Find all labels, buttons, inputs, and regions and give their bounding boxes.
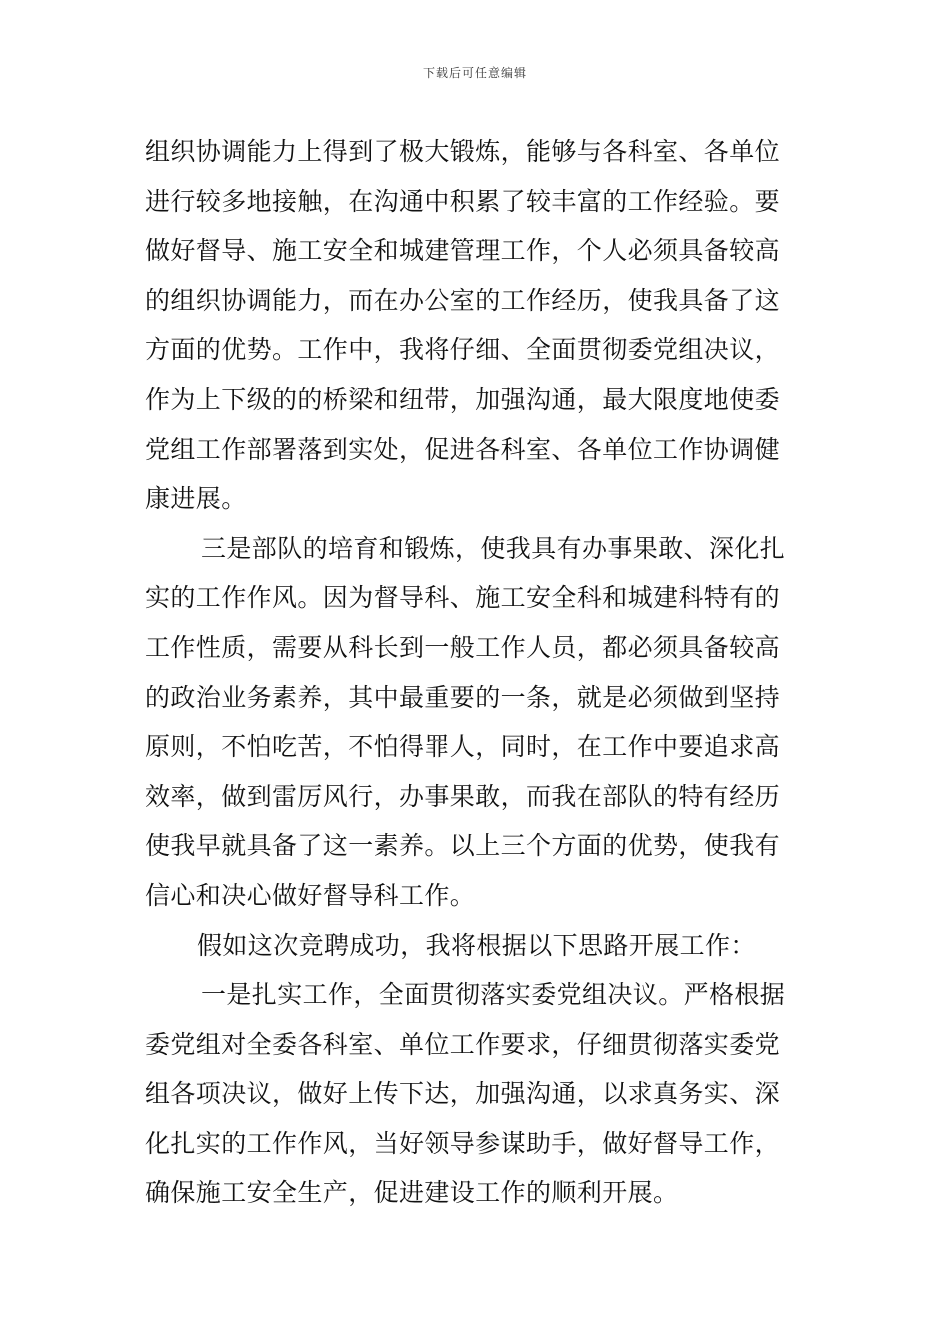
text-line: 康进展。 bbox=[145, 484, 247, 514]
text-line: 实的工作作风。因为督导科、施工安全科和城建科特有的 bbox=[145, 583, 781, 613]
text-line: 组织协调能力上得到了极大锻炼，能够与各科室、各单位 bbox=[145, 137, 781, 166]
text-line: 确保施工安全生产，促进建设工作的顺利开展。 bbox=[145, 1178, 679, 1208]
text-line: 使我早就具备了这一素养。以上三个方面的优势，使我有 bbox=[145, 831, 781, 861]
text-line: 委党组对全委各科室、单位工作要求，仔细贯彻落实委党 bbox=[145, 1029, 781, 1059]
text-line: 组各项决议，做好上传下达，加强沟通，以求真务实、深 bbox=[145, 1079, 781, 1109]
text-line: 效率，做到雷厉风行，办事果敢，而我在部队的特有经历 bbox=[145, 781, 781, 811]
text-line: 的政治业务素养，其中最重要的一条，就是必须做到坚持 bbox=[145, 682, 781, 712]
text-line: 的组织协调能力，而在办公室的工作经历，使我具备了这 bbox=[145, 285, 781, 315]
text-line: 党组工作部署落到实处，促进各科室、各单位工作协调健 bbox=[145, 434, 781, 464]
text-line: 信心和决心做好督导科工作。 bbox=[145, 880, 476, 910]
text-line: 做好督导、施工安全和城建管理工作，个人必须具备较高 bbox=[145, 236, 781, 266]
page-header-note: 下载后可任意编辑 bbox=[422, 66, 527, 80]
document-body bbox=[145, 127, 815, 1218]
paragraph-start-line: 假如这次竞聘成功，我将根据以下思路开展工作： bbox=[197, 930, 756, 960]
paragraph-start-line: 一是扎实工作，全面贯彻落实委党组决议。严格根据 bbox=[201, 980, 786, 1010]
paragraph-start-line: 三是部队的培育和锻炼，使我具有办事果敢、深化扎 bbox=[201, 533, 786, 563]
text-line: 化扎实的工作作风，当好领导参谋助手，做好督导工作， bbox=[145, 1128, 781, 1158]
text-line: 原则，不怕吃苦，不怕得罪人，同时，在工作中要追求高 bbox=[145, 732, 781, 762]
text-line: 进行较多地接触，在沟通中积累了较丰富的工作经验。要 bbox=[145, 186, 781, 216]
text-line: 作为上下级的的桥梁和纽带，加强沟通，最大限度地使委 bbox=[145, 384, 781, 414]
text-line: 方面的优势。工作中，我将仔细、全面贯彻委党组决议， bbox=[145, 335, 781, 365]
text-line: 工作性质，需要从科长到一般工作人员，都必须具备较高 bbox=[145, 632, 781, 662]
